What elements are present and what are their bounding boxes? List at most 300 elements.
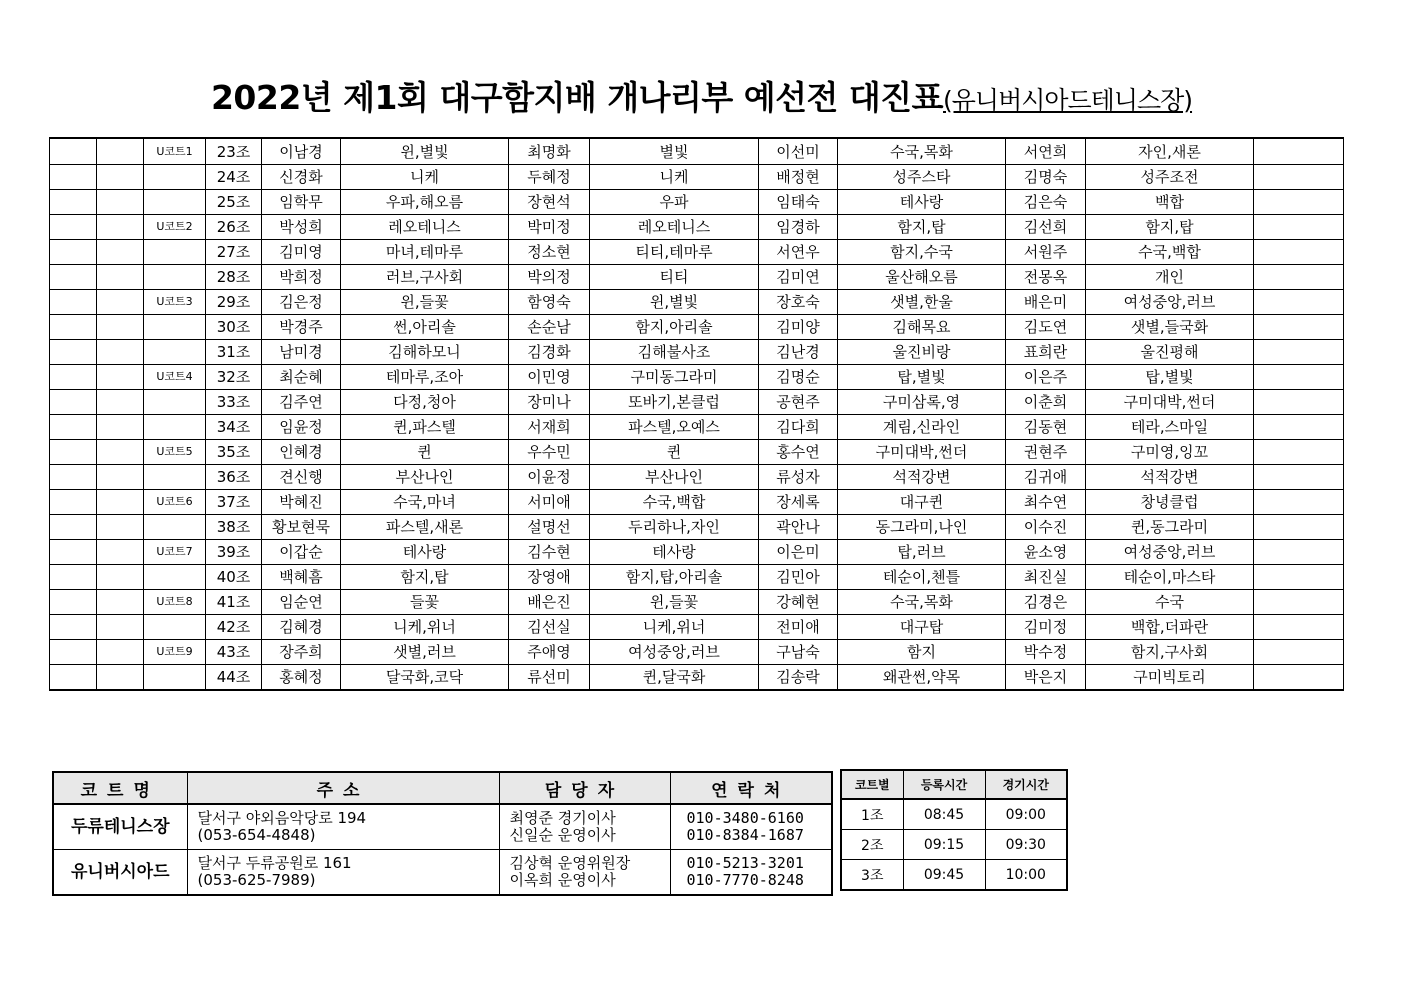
blank-cell — [50, 365, 97, 390]
bracket-row — [50, 465, 1344, 490]
player-name: 홍수연 — [759, 440, 838, 465]
group-label: 41조 — [206, 590, 262, 615]
title-venue: (유니버시아드테니스장) — [943, 86, 1193, 115]
group-label: 37조 — [206, 490, 262, 515]
court-group: 2조 — [841, 830, 903, 860]
club-name: 윈,별빛 — [341, 138, 509, 165]
club-name: 대구탑 — [838, 615, 1006, 640]
blank-cell — [50, 515, 97, 540]
court-label — [144, 515, 206, 540]
blank-cell — [50, 615, 97, 640]
blank-cell — [97, 590, 144, 615]
player-name: 김미정 — [1006, 615, 1086, 640]
club-name: 탑,별빛 — [1086, 365, 1254, 390]
bracket-row — [50, 290, 1344, 315]
blank-cell — [50, 540, 97, 565]
club-name: 들꽃 — [341, 590, 509, 615]
player-name: 김수현 — [509, 540, 590, 565]
schedule-row — [841, 799, 1067, 830]
contact-header: 연락처 — [670, 772, 832, 804]
venue-address-line: 달서구 야외음악당로 194 — [197, 809, 367, 827]
group-label: 36조 — [206, 465, 262, 490]
club-name: 부산나인 — [341, 465, 509, 490]
club-name: 여성중앙,러브 — [1086, 540, 1254, 565]
court-group-header: 코트별 — [841, 770, 903, 799]
club-name: 백합 — [1086, 190, 1254, 215]
player-name: 전미애 — [759, 615, 838, 640]
blank-cell — [50, 640, 97, 665]
blank-cell — [50, 265, 97, 290]
venue-name-line: 유니버시아드 — [70, 861, 170, 882]
player-name: 이갑순 — [262, 540, 341, 565]
blank-cell — [50, 138, 97, 165]
court-label — [144, 265, 206, 290]
club-name: 김해하모니 — [341, 340, 509, 365]
club-name: 왜관썬,약목 — [838, 665, 1006, 691]
blank-cell — [1254, 315, 1344, 340]
blank-cell — [1254, 390, 1344, 415]
blank-cell — [97, 138, 144, 165]
player-name: 박은지 — [1006, 665, 1086, 691]
player-name: 김은숙 — [1006, 190, 1086, 215]
player-name: 김주연 — [262, 390, 341, 415]
venue-name-line: 두류테니스장 — [70, 816, 170, 837]
club-name: 함지,수국 — [838, 240, 1006, 265]
club-name: 함지,아리솔 — [590, 315, 759, 340]
player-name: 이선미 — [759, 138, 838, 165]
player-name: 서연희 — [1006, 138, 1086, 165]
club-name: 대구퀸 — [838, 490, 1006, 515]
schedule-row — [841, 860, 1067, 891]
group-label: 29조 — [206, 290, 262, 315]
group-label: 23조 — [206, 138, 262, 165]
player-name: 김미연 — [759, 265, 838, 290]
player-name: 장미나 — [509, 390, 590, 415]
court-label — [144, 190, 206, 215]
club-name: 함지,탑 — [838, 215, 1006, 240]
player-name: 박경주 — [262, 315, 341, 340]
player-name: 우수민 — [509, 440, 590, 465]
bracket-row — [50, 615, 1344, 640]
venue-manager — [499, 804, 670, 850]
player-name: 박수정 — [1006, 640, 1086, 665]
bracket-row — [50, 565, 1344, 590]
blank-cell — [97, 240, 144, 265]
club-name: 수국,마녀 — [341, 490, 509, 515]
player-name: 김동현 — [1006, 415, 1086, 440]
player-name: 이남경 — [262, 138, 341, 165]
club-name: 여성중앙,러브 — [590, 640, 759, 665]
blank-cell — [1254, 640, 1344, 665]
club-name: 윈,들꽃 — [590, 590, 759, 615]
court-label: U코트6 — [144, 490, 206, 515]
club-name: 구미대박,썬더 — [1086, 390, 1254, 415]
player-name: 김난경 — [759, 340, 838, 365]
player-name: 장영애 — [509, 565, 590, 590]
player-name: 서연우 — [759, 240, 838, 265]
player-name: 박의정 — [509, 265, 590, 290]
venue-header: 코트명 — [53, 772, 187, 804]
blank-cell — [97, 465, 144, 490]
match-time-header: 경기시간 — [985, 770, 1067, 799]
blank-cell — [1254, 615, 1344, 640]
court-label — [144, 565, 206, 590]
club-name: 샛별,러브 — [341, 640, 509, 665]
blank-cell — [97, 565, 144, 590]
blank-cell — [97, 190, 144, 215]
player-name: 서미애 — [509, 490, 590, 515]
club-name: 동그라미,나인 — [838, 515, 1006, 540]
bracket-row — [50, 540, 1344, 565]
venue-address-line: (053-625-7989) — [197, 871, 316, 889]
club-name: 윈,별빛 — [590, 290, 759, 315]
player-name: 이민영 — [509, 365, 590, 390]
club-name: 구미빅토리 — [1086, 665, 1254, 691]
group-label: 24조 — [206, 165, 262, 190]
blank-cell — [97, 440, 144, 465]
venue-address — [187, 850, 499, 896]
blank-cell — [97, 315, 144, 340]
player-name: 윤소영 — [1006, 540, 1086, 565]
court-label — [144, 465, 206, 490]
club-name: 퀸,파스텔 — [341, 415, 509, 440]
club-name: 김해목요 — [838, 315, 1006, 340]
blank-cell — [50, 390, 97, 415]
title-main: 2022년 제1회 대구함지배 개나리부 예선전 대진표 — [210, 78, 944, 117]
club-name: 김해불사조 — [590, 340, 759, 365]
blank-cell — [97, 265, 144, 290]
blank-cell — [97, 615, 144, 640]
club-name: 자인,새론 — [1086, 138, 1254, 165]
player-name: 김선희 — [1006, 215, 1086, 240]
court-group: 3조 — [841, 860, 903, 891]
club-name: 구미삼록,영 — [838, 390, 1006, 415]
blank-cell — [97, 365, 144, 390]
bracket-row — [50, 390, 1344, 415]
player-name: 황보현묵 — [262, 515, 341, 540]
blank-cell — [1254, 490, 1344, 515]
player-name: 서재희 — [509, 415, 590, 440]
player-name: 강혜현 — [759, 590, 838, 615]
blank-cell — [1254, 340, 1344, 365]
group-label: 26조 — [206, 215, 262, 240]
bracket-row — [50, 515, 1344, 540]
player-name: 김경화 — [509, 340, 590, 365]
blank-cell — [97, 215, 144, 240]
venue-name — [53, 804, 187, 850]
club-name: 개인 — [1086, 265, 1254, 290]
group-label: 39조 — [206, 540, 262, 565]
schedule-table — [840, 769, 1068, 891]
club-name: 백합,더파란 — [1086, 615, 1254, 640]
blank-cell — [97, 540, 144, 565]
club-name: 테사랑 — [341, 540, 509, 565]
court-label — [144, 315, 206, 340]
bracket-row — [50, 490, 1344, 515]
venue-address — [187, 804, 499, 850]
blank-cell — [50, 465, 97, 490]
venue-name — [53, 850, 187, 896]
player-name: 배은진 — [509, 590, 590, 615]
court-label: U코트4 — [144, 365, 206, 390]
match-time: 10:00 — [985, 860, 1067, 891]
club-name: 또바기,본클럽 — [590, 390, 759, 415]
club-name: 테사랑 — [838, 190, 1006, 215]
blank-cell — [50, 240, 97, 265]
group-label: 28조 — [206, 265, 262, 290]
venue-phone-line: 010-7770-8248 — [686, 871, 804, 889]
club-name: 테라,스마일 — [1086, 415, 1254, 440]
blank-cell — [50, 565, 97, 590]
player-name: 이은미 — [759, 540, 838, 565]
address-header: 주소 — [187, 772, 499, 804]
club-name: 우파 — [590, 190, 759, 215]
court-label: U코트5 — [144, 440, 206, 465]
blank-cell — [1254, 165, 1344, 190]
venue-address-line: 달서구 두류공원로 161 — [197, 854, 352, 872]
player-name: 주애영 — [509, 640, 590, 665]
venue-phone-line: 010-3480-6160 — [686, 809, 804, 827]
bracket-row — [50, 240, 1344, 265]
group-label: 38조 — [206, 515, 262, 540]
court-label: U코트7 — [144, 540, 206, 565]
player-name: 장세록 — [759, 490, 838, 515]
player-name: 신경화 — [262, 165, 341, 190]
blank-cell — [1254, 415, 1344, 440]
club-name: 니케 — [590, 165, 759, 190]
player-name: 류성자 — [759, 465, 838, 490]
club-name: 니케,위너 — [590, 615, 759, 640]
bracket-row — [50, 590, 1344, 615]
group-label: 33조 — [206, 390, 262, 415]
club-name: 울산해오름 — [838, 265, 1006, 290]
club-name: 별빛 — [590, 138, 759, 165]
player-name: 임경하 — [759, 215, 838, 240]
bracket-row — [50, 265, 1344, 290]
player-name: 류선미 — [509, 665, 590, 691]
club-name: 파스텔,오예스 — [590, 415, 759, 440]
club-name: 우파,해오름 — [341, 190, 509, 215]
club-name: 함지,탑 — [1086, 215, 1254, 240]
blank-cell — [97, 640, 144, 665]
club-name: 테마루,조아 — [341, 365, 509, 390]
group-label: 40조 — [206, 565, 262, 590]
registration-time-header: 등록시간 — [903, 770, 985, 799]
player-name: 최순혜 — [262, 365, 341, 390]
player-name: 권현주 — [1006, 440, 1086, 465]
player-name: 장주희 — [262, 640, 341, 665]
club-name: 파스텔,새론 — [341, 515, 509, 540]
bracket-row — [50, 215, 1344, 240]
venue-manager-line: 신일순 운영이사 — [509, 826, 616, 844]
registration-time: 08:45 — [903, 799, 985, 830]
player-name: 인혜경 — [262, 440, 341, 465]
bracket-row — [50, 665, 1344, 691]
player-name: 김미양 — [759, 315, 838, 340]
court-label — [144, 165, 206, 190]
blank-cell — [1254, 540, 1344, 565]
player-name: 김은정 — [262, 290, 341, 315]
player-name: 백혜흠 — [262, 565, 341, 590]
blank-cell — [50, 415, 97, 440]
blank-cell — [50, 440, 97, 465]
court-label — [144, 415, 206, 440]
club-name: 부산나인 — [590, 465, 759, 490]
player-name: 배은미 — [1006, 290, 1086, 315]
court-label — [144, 240, 206, 265]
player-name: 김귀애 — [1006, 465, 1086, 490]
court-label — [144, 390, 206, 415]
player-name: 박혜진 — [262, 490, 341, 515]
blank-cell — [1254, 240, 1344, 265]
player-name: 임태숙 — [759, 190, 838, 215]
blank-cell — [1254, 590, 1344, 615]
club-name: 수국,목화 — [838, 138, 1006, 165]
match-time: 09:00 — [985, 799, 1067, 830]
group-label: 31조 — [206, 340, 262, 365]
club-name: 구미영,잉꼬 — [1086, 440, 1254, 465]
club-name: 수국 — [1086, 590, 1254, 615]
player-name: 김민아 — [759, 565, 838, 590]
club-name: 울진비랑 — [838, 340, 1006, 365]
venue-phone — [670, 804, 832, 850]
club-name: 샛별,들국화 — [1086, 315, 1254, 340]
venue-row — [53, 850, 832, 896]
club-name: 구미동그라미 — [590, 365, 759, 390]
bracket-row — [50, 640, 1344, 665]
venue-row — [53, 804, 832, 850]
player-name: 김명순 — [759, 365, 838, 390]
bracket-row — [50, 190, 1344, 215]
player-name: 공현주 — [759, 390, 838, 415]
player-name: 김선실 — [509, 615, 590, 640]
bracket-row — [50, 340, 1344, 365]
club-name: 퀸,동그라미 — [1086, 515, 1254, 540]
blank-cell — [1254, 138, 1344, 165]
player-name: 임순연 — [262, 590, 341, 615]
venue-manager — [499, 850, 670, 896]
player-name: 표희란 — [1006, 340, 1086, 365]
club-name: 수국,백합 — [590, 490, 759, 515]
blank-cell — [1254, 190, 1344, 215]
group-label: 42조 — [206, 615, 262, 640]
player-name: 장호숙 — [759, 290, 838, 315]
venue-info-table — [52, 771, 833, 896]
venue-manager-line: 김상혁 운영위원장 — [509, 854, 631, 872]
blank-cell — [50, 215, 97, 240]
club-name: 니케 — [341, 165, 509, 190]
club-name: 계림,신라인 — [838, 415, 1006, 440]
club-name: 두리하나,자인 — [590, 515, 759, 540]
blank-cell — [50, 665, 97, 691]
blank-cell — [1254, 665, 1344, 691]
venue-phone — [670, 850, 832, 896]
player-name: 함영숙 — [509, 290, 590, 315]
player-name: 임윤정 — [262, 415, 341, 440]
player-name: 김도연 — [1006, 315, 1086, 340]
group-label: 32조 — [206, 365, 262, 390]
venue-address-line: (053-654-4848) — [197, 826, 316, 844]
bracket-row — [50, 315, 1344, 340]
court-label: U코트3 — [144, 290, 206, 315]
club-name: 윈,들꽃 — [341, 290, 509, 315]
player-name: 박성희 — [262, 215, 341, 240]
venue-phone-line: 010-5213-3201 — [686, 854, 804, 872]
blank-cell — [50, 190, 97, 215]
club-name: 니케,위너 — [341, 615, 509, 640]
court-label: U코트1 — [144, 138, 206, 165]
club-name: 성주조전 — [1086, 165, 1254, 190]
player-name: 이춘희 — [1006, 390, 1086, 415]
player-name: 견신행 — [262, 465, 341, 490]
player-name: 최수연 — [1006, 490, 1086, 515]
club-name: 티티,테마루 — [590, 240, 759, 265]
player-name: 이윤정 — [509, 465, 590, 490]
court-group: 1조 — [841, 799, 903, 830]
club-name: 퀸 — [590, 440, 759, 465]
blank-cell — [50, 590, 97, 615]
bracket-row — [50, 165, 1344, 190]
player-name: 남미경 — [262, 340, 341, 365]
schedule-row — [841, 830, 1067, 860]
venue-manager-line: 최영준 경기이사 — [509, 809, 616, 827]
blank-cell — [50, 290, 97, 315]
court-label: U코트8 — [144, 590, 206, 615]
venue-manager-line: 이옥희 운영이사 — [509, 871, 616, 889]
club-name: 달국화,코닥 — [341, 665, 509, 691]
blank-cell — [1254, 515, 1344, 540]
club-name: 퀸,달국화 — [590, 665, 759, 691]
player-name: 두혜정 — [509, 165, 590, 190]
player-name: 김혜경 — [262, 615, 341, 640]
venue-phone-line: 010-8384-1687 — [686, 826, 804, 844]
bracket-row — [50, 365, 1344, 390]
group-label: 25조 — [206, 190, 262, 215]
court-label — [144, 665, 206, 691]
blank-cell — [1254, 290, 1344, 315]
blank-cell — [50, 340, 97, 365]
club-name: 썬,아리솔 — [341, 315, 509, 340]
player-name: 전몽옥 — [1006, 265, 1086, 290]
blank-cell — [1254, 365, 1344, 390]
blank-cell — [1254, 565, 1344, 590]
court-label — [144, 615, 206, 640]
page-title — [0, 72, 1403, 119]
group-label: 44조 — [206, 665, 262, 691]
club-name: 탑,러브 — [838, 540, 1006, 565]
club-name: 구미대박,썬더 — [838, 440, 1006, 465]
player-name: 서원주 — [1006, 240, 1086, 265]
player-name: 배정현 — [759, 165, 838, 190]
club-name: 울진평해 — [1086, 340, 1254, 365]
blank-cell — [50, 490, 97, 515]
club-name: 석적강변 — [838, 465, 1006, 490]
bracket-row — [50, 415, 1344, 440]
court-label: U코트2 — [144, 215, 206, 240]
blank-cell — [97, 165, 144, 190]
club-name: 탑,별빛 — [838, 365, 1006, 390]
player-name: 정소현 — [509, 240, 590, 265]
player-name: 구남숙 — [759, 640, 838, 665]
club-name: 레오테니스 — [341, 215, 509, 240]
club-name: 수국,목화 — [838, 590, 1006, 615]
club-name: 함지,탑 — [341, 565, 509, 590]
player-name: 이수진 — [1006, 515, 1086, 540]
registration-time: 09:15 — [903, 830, 985, 860]
player-name: 장현석 — [509, 190, 590, 215]
player-name: 설명선 — [509, 515, 590, 540]
group-label: 43조 — [206, 640, 262, 665]
